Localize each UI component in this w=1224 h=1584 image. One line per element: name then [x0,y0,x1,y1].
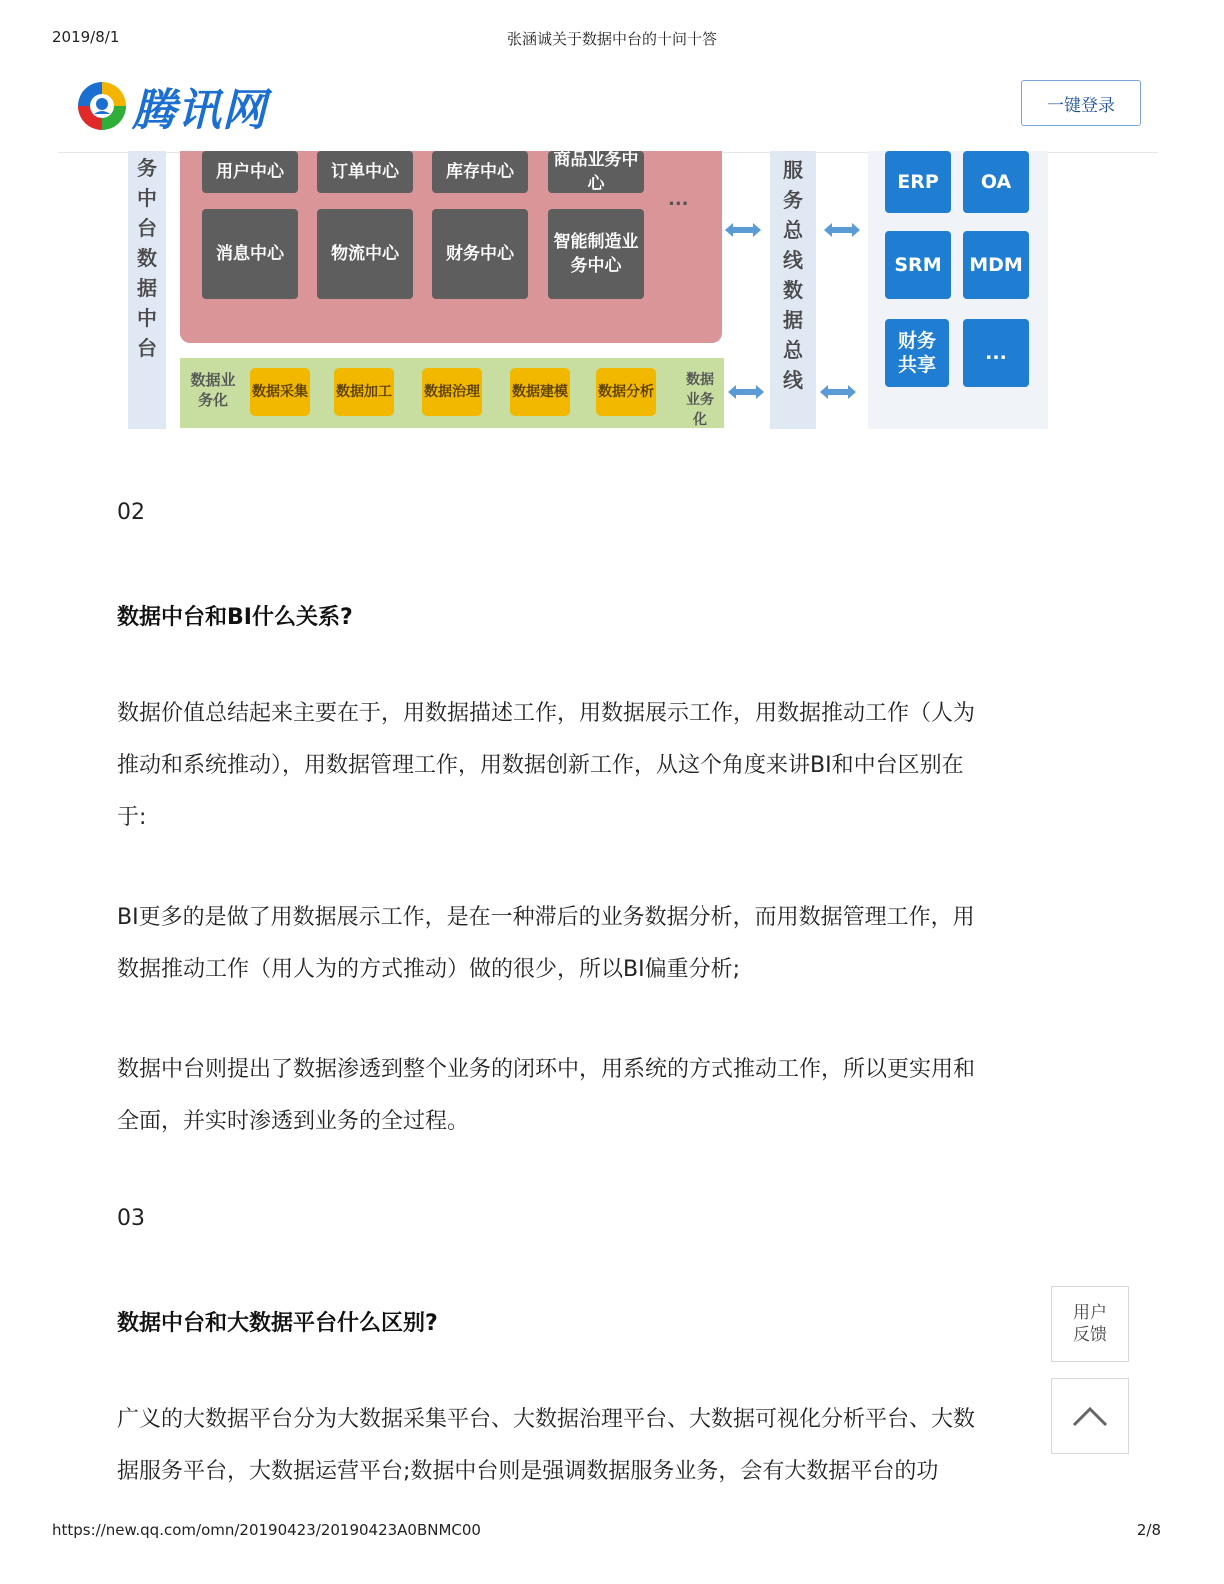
paragraph-line: 推动和系统推动），用数据管理工作，用数据创新工作，从这个角度来讲BI和中台区别在 [117,753,964,778]
center-box: 智能制造业务中心 [548,209,644,299]
double-arrow-icon [820,385,856,399]
chevron-up-icon [1070,1404,1110,1428]
site-header [58,60,1158,153]
paragraph-line: 据服务平台，大数据运营平台;数据中台则是强调数据服务业务，会有大数据平台的功 [117,1459,939,1484]
section-number: 02 [117,500,145,525]
tencent-logo-icon [74,78,130,134]
paragraph-line: 全面，并实时渗透到业务的全过程。 [117,1109,470,1134]
double-arrow-icon [824,223,860,237]
section-heading: 数据中台和BI什么关系? [117,605,353,630]
system-box: ... [963,319,1029,387]
data-process-panel [180,358,724,428]
data-step-box: 数据治理 [422,368,482,416]
center-box: 消息中心 [202,209,298,299]
site-logo[interactable] [74,74,267,138]
double-arrow-icon [728,385,764,399]
paragraph-line: 数据中台则提出了数据渗透到整个业务的闭环中，用系统的方式推动工作，所以更实用和 [117,1057,976,1082]
system-box: SRM [885,231,951,299]
data-step-box: 数据采集 [250,368,310,416]
paragraph [117,892,1047,996]
left-bar-label: 务 中 台 数 据 中 台 [137,156,157,360]
business-center-panel [180,151,722,343]
paragraph-line: 数据价值总结起来主要在于，用数据描述工作，用数据展示工作，用数据推动工作（人为 [117,701,976,726]
paragraph-line: 数据推动工作（用人为的方式推动）做的很少，所以BI偏重分析; [117,957,740,982]
feedback-label: 用户反馈 [1073,1303,1107,1345]
logo-text: 腾讯网 [132,85,267,136]
paragraph [117,1044,1047,1148]
system-box: OA [963,151,1029,213]
print-footer [52,1521,1161,1541]
login-button[interactable]: 一键登录 [1021,80,1141,126]
section-number: 03 [117,1206,145,1231]
system-box: ERP [885,151,951,213]
ellipsis: ... [668,189,689,210]
data-row-right-label: 数据业务化 [686,372,714,428]
paragraph [117,1394,1047,1498]
bus-label: 服 务 总 线 数 据 总 线 [783,158,803,392]
print-header [52,28,1172,48]
feedback-button[interactable] [1051,1286,1129,1362]
section-heading: 数据中台和大数据平台什么区别? [117,1311,438,1336]
print-title: 张涵诚关于数据中台的十问十答 [506,30,717,48]
center-box: 物流中心 [317,209,413,299]
paragraph [117,688,1047,844]
center-box: 商品业务中心 [548,151,644,193]
print-url: https://new.qq.com/omn/20190423/20190423A0BNMC00 [52,1521,481,1539]
center-box: 用户中心 [202,151,298,193]
systems-panel [868,151,1048,429]
architecture-diagram [128,151,1048,431]
paragraph-line: 于: [117,805,147,830]
system-box: 财务共享 [885,319,949,387]
data-row-left-label: 数据业务化 [190,371,236,409]
back-to-top-button[interactable] [1051,1378,1129,1454]
data-step-box: 数据加工 [334,368,394,416]
center-box: 财务中心 [432,209,528,299]
center-box: 库存中心 [432,151,528,193]
center-box: 订单中心 [317,151,413,193]
print-page-number: 2/8 [1136,1521,1161,1539]
print-date: 2019/8/1 [52,28,120,46]
system-box: MDM [963,231,1029,299]
paragraph-line: BI更多的是做了用数据展示工作，是在一种滞后的业务数据分析，而用数据管理工作，用 [117,905,975,930]
paragraph-line: 广义的大数据平台分为大数据采集平台、大数据治理平台、大数据可视化分析平台、大数 [117,1407,976,1432]
data-step-box: 数据建模 [510,368,570,416]
data-step-box: 数据分析 [596,368,656,416]
double-arrow-icon [725,223,761,237]
